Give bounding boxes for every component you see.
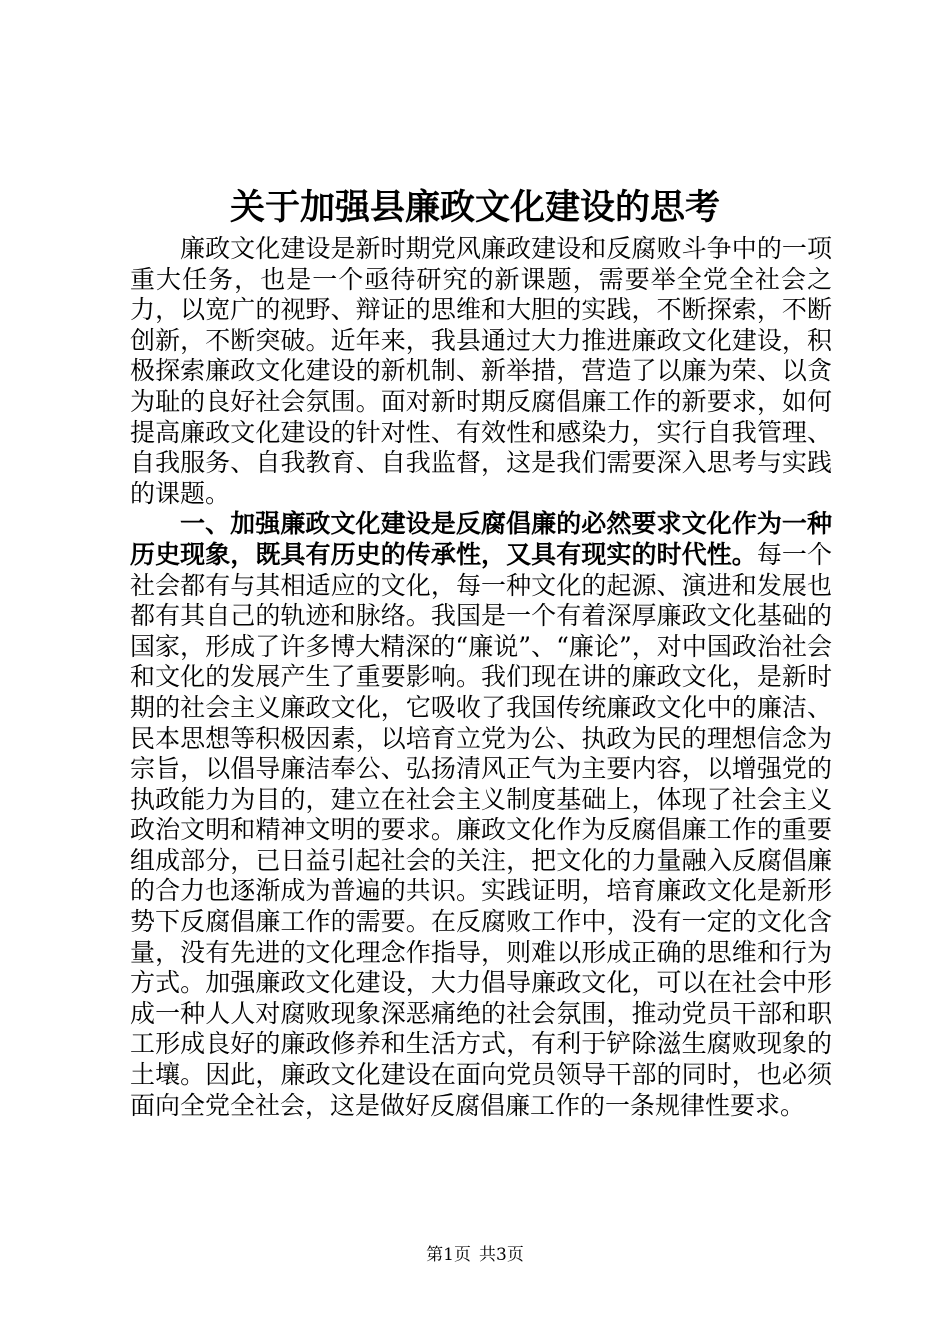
page-number: 第1页 — [426, 1245, 471, 1265]
document-body — [130, 234, 832, 1121]
section-one-text: 每一个社会都有与其相适应的文化，每一种文化的起源、演进和发展也都有其自己的轨迹和脉络。我国是一个有着深厚廉政文化基础的国家，形成了许多博大精深的“廉说”、“廉论”，对中国政治社会和文化的发展产生了重要影响。我们现在讲的廉政文化，是新时期的社会主义廉政文化，它吸收了我国传统廉政文化中的廉洁、民本思想等积极因素，以培育立党为公、执政为民的理想信念为宗旨，以倡导廉洁奉公、弘扬清风正气为主要内容，以增强党的执政能力为目的，建立在社会主义制度基础上，体现了社会主义政治文明和精神文明的要求。廉政文化作为反腐倡廉工作的重要组成部分，已日益引起社会的关注，把文化的力量融入反腐倡廉的合力也逐渐成为普遍的共识。实践证明，培育廉政文化是新形势下反腐倡廉工作的需要。在反腐败工作中，没有一定的文化含量，没有先进的文化理念作指导，则难以形成正确的思维和行为方式。加强廉政文化建设，大力倡导廉政文化，可以在社会中形成一种人人对腐败现象深恶痛绝的社会氛围，推动党员干部和职工形成良好的廉政修养和生活方式，有利于铲除滋生腐败现象的土壤。因此，廉政文化建设在面向党员领导干部的同时，也必须面向全党全社会，这是做好反腐倡廉工作的一条规律性要求。 — [130, 539, 832, 1120]
section-one-paragraph — [130, 509, 832, 1121]
page-footer — [0, 1244, 950, 1266]
page-total: 共3页 — [479, 1245, 524, 1265]
section-one-heading: 一、加强廉政文化建设是反腐倡廉的必然要求文化作为一种历史现象，既具有历史的传承性，又具有现实的时代性。 — [130, 509, 832, 569]
intro-paragraph — [130, 234, 832, 509]
intro-paragraph-text: 廉政文化建设是新时期党风廉政建设和反腐败斗争中的一项重大任务，也是一个亟待研究的新课题，需要举全党全社会之力，以宽广的视野、辩证的思维和大胆的实践，不断探索，不断创新，不断突破。近年来，我县通过大力推进廉政文化建设，积极探索廉政文化建设的新机制、新举措，营造了以廉为荣、以贪为耻的良好社会氛围。面对新时期反腐倡廉工作的新要求，如何提高廉政文化建设的针对性、有效性和感染力，实行自我管理、自我服务、自我教育、自我监督，这是我们需要深入思考与实践的课题。 — [130, 234, 832, 508]
document-title: 关于加强县廉政文化建设的思考 — [229, 187, 720, 228]
